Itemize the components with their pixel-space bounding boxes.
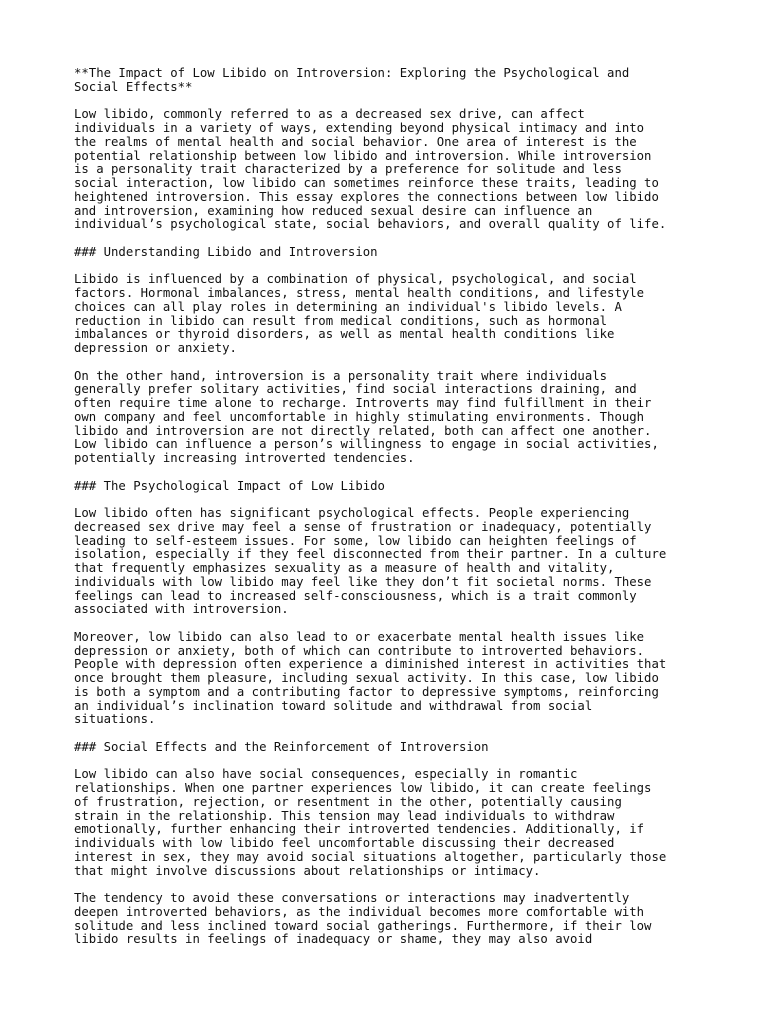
text-line: reduction in libido can result from medical conditions, such as hormonal	[74, 313, 608, 328]
text-line: depression or anxiety, both of which can contribute to introverted behaviors.	[74, 643, 645, 658]
text-line: the realms of mental health and social behavior. One area of interest is the	[74, 134, 637, 149]
text-line: heightened introversion. This essay explores the connections between low libido	[74, 189, 659, 204]
paragraph-gap	[74, 260, 714, 274]
text-line: often require time alone to recharge. Introverts may find fulfillment in their	[74, 396, 652, 410]
section-2-paragraph-2	[74, 631, 714, 727]
text-line: individuals in a variety of ways, extending beyond physical intimacy and into	[74, 121, 645, 135]
text-line: libido and introversion are not directly related, both can affect one another.	[74, 423, 652, 438]
text-line: once brought them pleasure, including sexual activity. In this case, low libido	[74, 671, 659, 685]
text-line: feelings can lead to increased self-consciousness, which is a trait commonly	[74, 588, 637, 603]
paragraph-gap	[74, 878, 714, 892]
section-heading: ### Social Effects and the Reinforcement of Introversion	[74, 739, 489, 754]
text-line: is a personality trait characterized by a preference for solitude and less	[74, 162, 622, 177]
paragraph-gap	[74, 232, 714, 246]
text-line: individuals with low libido feel uncomfortable discussing their decreased	[74, 836, 615, 850]
text-line: potentially increasing introverted tendencies.	[74, 451, 415, 465]
section-heading: ### The Psychological Impact of Low Libido	[74, 478, 385, 493]
text-line: People with depression often experience a diminished interest in activities that	[74, 657, 667, 672]
text-line: that might involve discussions about relationships or intimacy.	[74, 863, 541, 878]
text-line: Low libido often has significant psychological effects. People experiencing	[74, 506, 630, 520]
paragraph-gap	[74, 356, 714, 370]
text-line: Low libido can influence a person’s willingness to engage in social activities,	[74, 437, 659, 452]
text-line: associated with introversion.	[74, 602, 289, 617]
title-line: Social Effects**	[74, 79, 193, 94]
text-line: Libido is influenced by a combination of physical, psychological, and social	[74, 272, 637, 287]
text-line: individuals with low libido may feel like they don’t fit societal norms. These	[74, 574, 652, 589]
section-2-paragraph-1	[74, 507, 714, 617]
text-line: Low libido can also have social consequences, especially in romantic	[74, 767, 578, 782]
paragraph-gap	[74, 727, 714, 741]
paragraph-gap	[74, 755, 714, 769]
text-line: depression or anxiety.	[74, 341, 237, 355]
text-line: isolation, especially if they feel disconnected from their partner. In a culture	[74, 547, 667, 562]
text-line: emotionally, further enhancing their introverted tendencies. Additionally, if	[74, 822, 645, 837]
text-line: factors. Hormonal imbalances, stress, mental health conditions, and lifestyle	[74, 286, 645, 300]
text-line: situations.	[74, 712, 156, 727]
text-line: own company and feel uncomfortable in highly stimulating environments. Though	[74, 409, 645, 424]
paragraph-gap	[74, 466, 714, 480]
text-line: Low libido, commonly referred to as a decreased sex drive, can affect	[74, 107, 585, 122]
document-page	[74, 67, 714, 947]
text-line: and introversion, examining how reduced sexual desire can influence an	[74, 203, 593, 218]
text-line: social interaction, low libido can sometimes reinforce these traits, leading to	[74, 176, 659, 190]
text-line: that frequently emphasizes sexuality as a measure of health and vitality,	[74, 561, 615, 575]
text-line: of frustration, rejection, or resentment in the other, potentially causing	[74, 794, 622, 809]
text-line: strain in the relationship. This tension may lead individuals to withdraw	[74, 808, 615, 823]
paragraph-gap	[74, 617, 714, 631]
title-line: **The Impact of Low Libido on Introversion: Exploring the Psychological and	[74, 66, 630, 80]
text-line: Moreover, low libido can also lead to or exacerbate mental health issues like	[74, 629, 645, 644]
text-line: individual’s psychological state, social behaviors, and overall quality of life.	[74, 217, 667, 232]
section-1-paragraph-1	[74, 273, 714, 356]
text-line: relationships. When one partner experiences low libido, it can create feelings	[74, 781, 652, 795]
section-heading: ### Understanding Libido and Introversion	[74, 244, 378, 259]
text-line: decreased sex drive may feel a sense of frustration or inadequacy, potentially	[74, 519, 652, 534]
paragraph-gap	[74, 95, 714, 109]
section-1-paragraph-2	[74, 370, 714, 466]
text-line: is both a symptom and a contributing factor to depressive symptoms, reinforcing	[74, 684, 659, 699]
section-3-paragraph-2	[74, 892, 714, 947]
text-line: an individual’s inclination toward solitude and withdrawal from social	[74, 698, 593, 713]
document-title	[74, 67, 714, 95]
text-line: leading to self-esteem issues. For some, low libido can heighten feelings of	[74, 533, 637, 548]
text-line: The tendency to avoid these conversations or interactions may inadvertently	[74, 891, 630, 905]
paragraph-gap	[74, 493, 714, 507]
text-line: libido results in feelings of inadequacy or shame, they may also avoid	[74, 932, 593, 947]
text-line: imbalances or thyroid disorders, as well as mental health conditions like	[74, 327, 615, 342]
text-line: solitude and less inclined toward social gatherings. Furthermore, if their low	[74, 918, 652, 933]
section-3-paragraph-1	[74, 768, 714, 878]
text-line: interest in sex, they may avoid social situations altogether, particularly those	[74, 849, 667, 864]
text-line: On the other hand, introversion is a personality trait where individuals	[74, 368, 608, 383]
text-line: deepen introverted behaviors, as the individual becomes more comfortable with	[74, 904, 645, 919]
text-line: potential relationship between low libido and introversion. While introversion	[74, 148, 652, 163]
text-line: choices can all play roles in determining an individual's libido levels. A	[74, 299, 622, 314]
text-line: generally prefer solitary activities, find social interactions draining, and	[74, 382, 637, 397]
intro-paragraph	[74, 108, 714, 232]
